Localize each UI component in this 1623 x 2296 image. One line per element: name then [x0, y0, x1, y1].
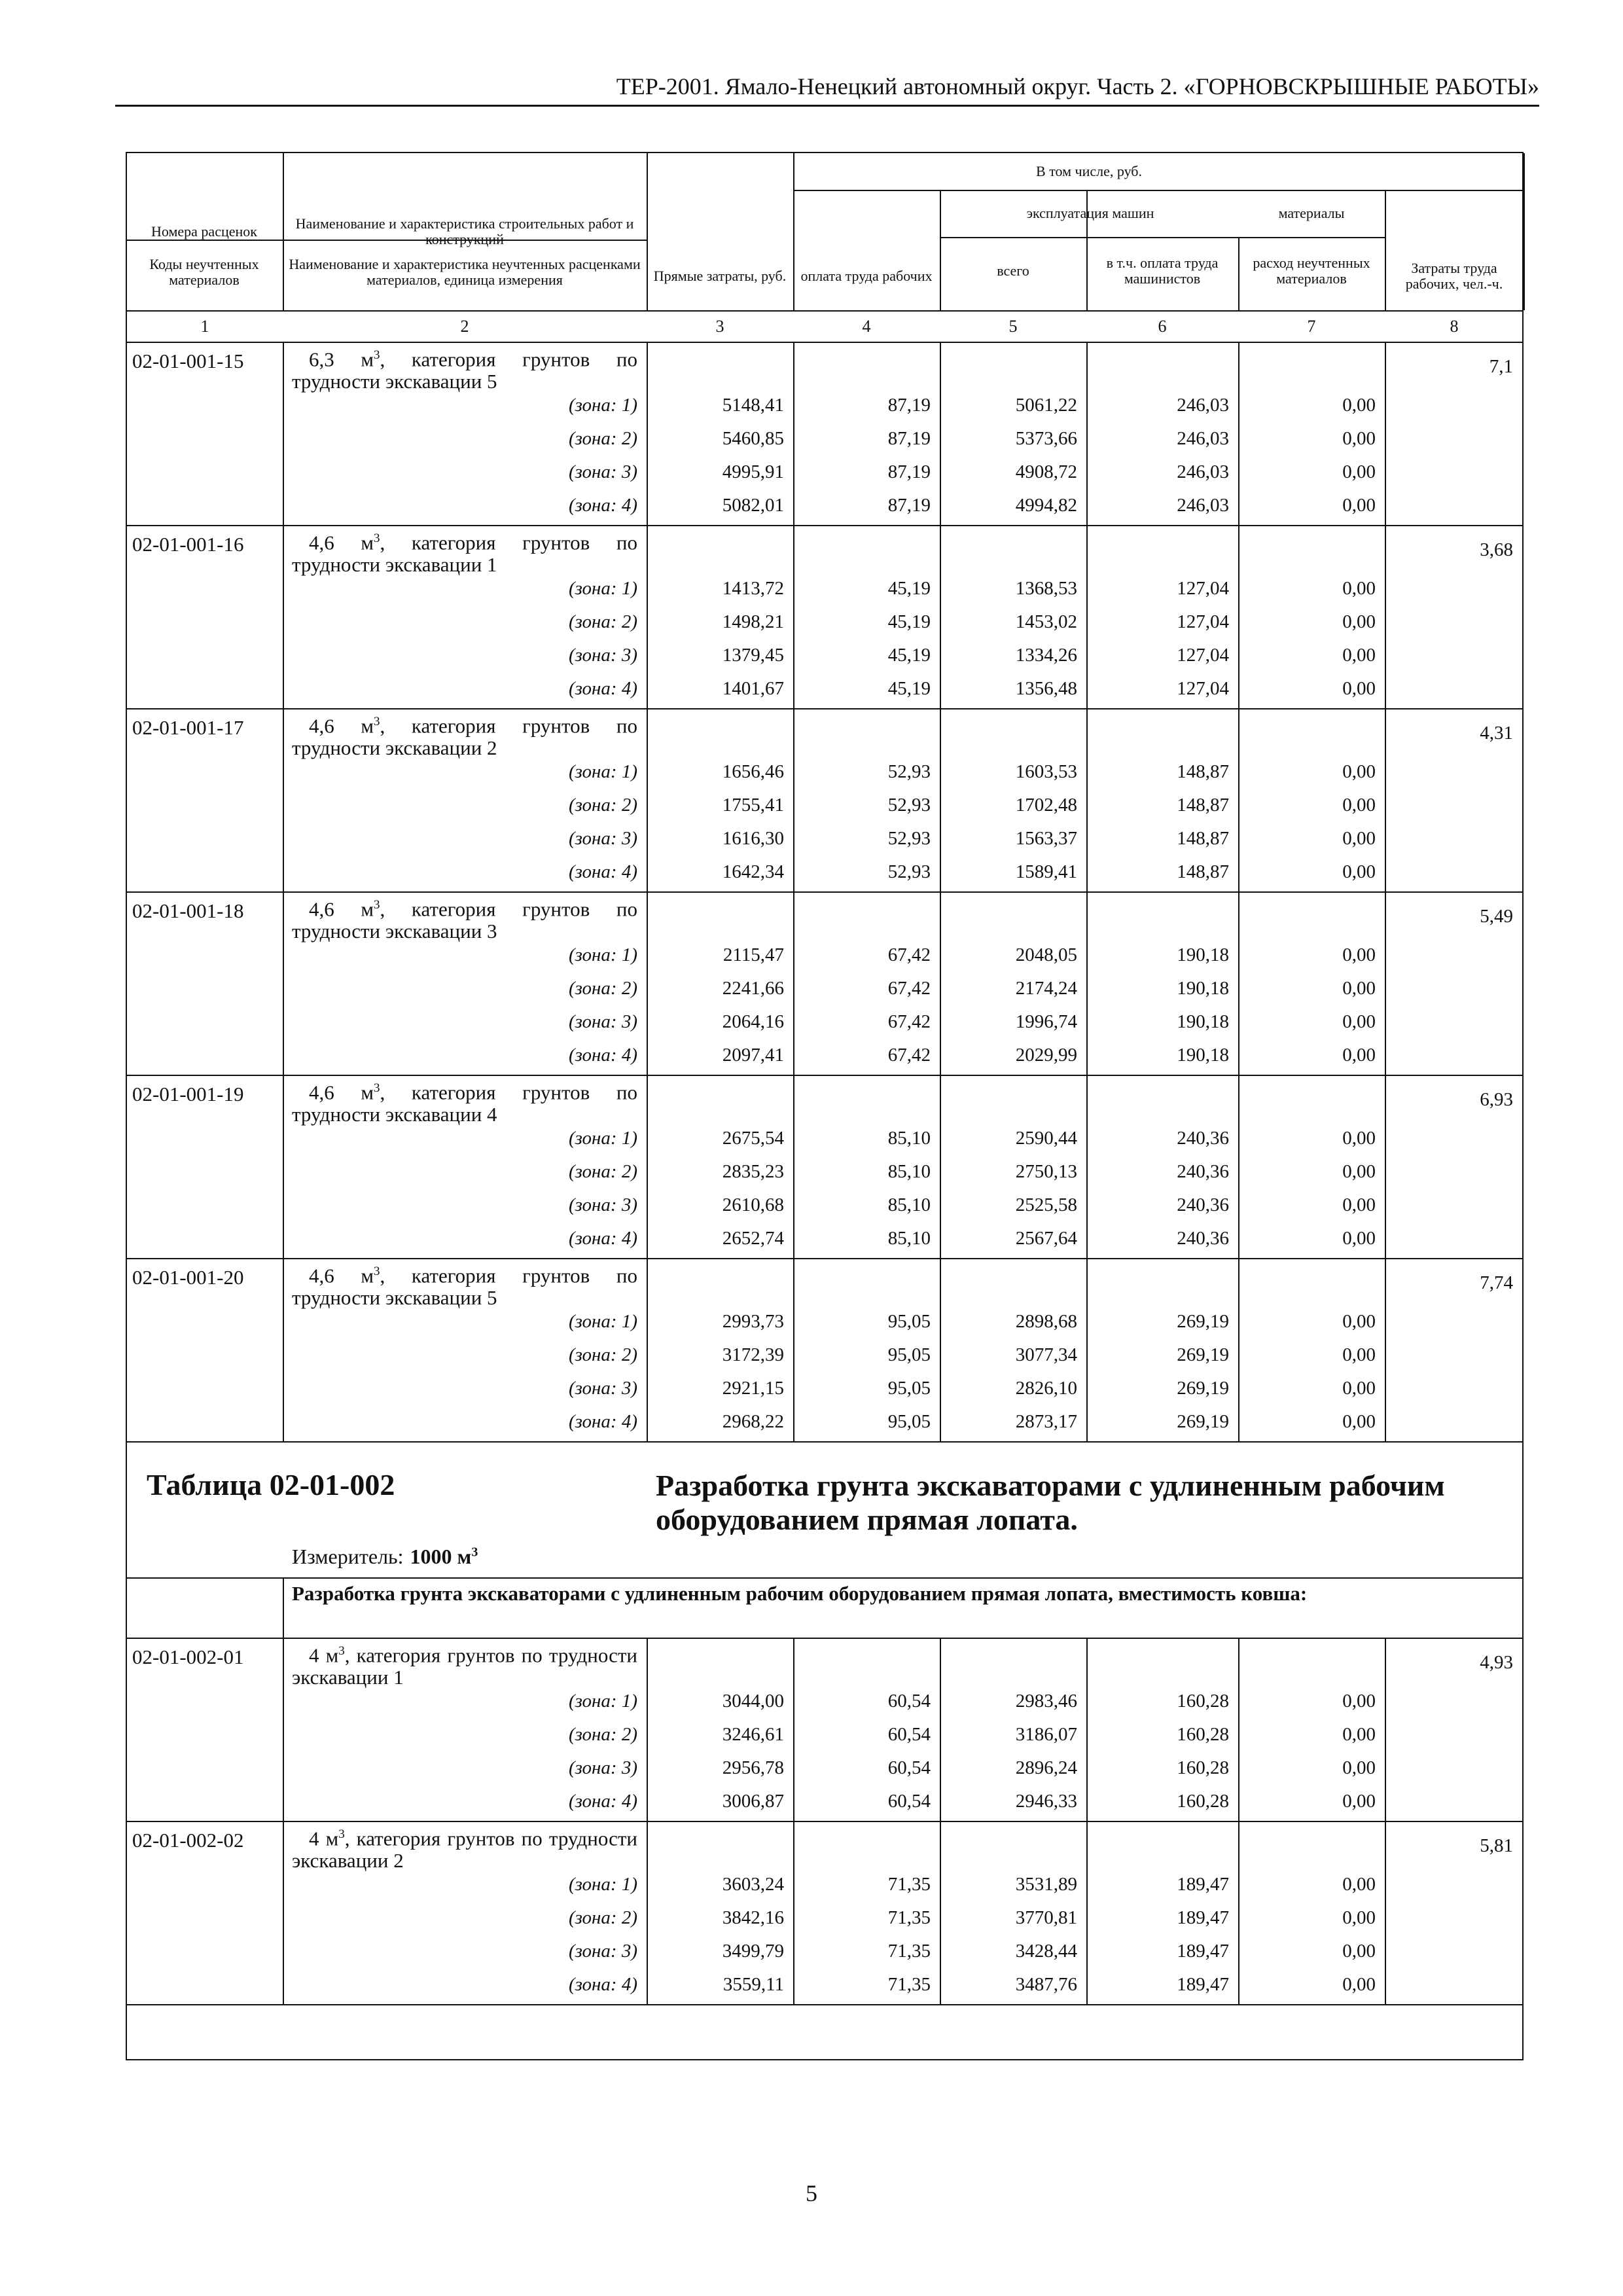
work-name-volume: 4,6 м: [309, 1081, 374, 1104]
column-number: 1: [200, 317, 209, 336]
column-number: 6: [1158, 317, 1167, 336]
zone-label: (зона: 2): [568, 978, 637, 999]
cost-value: 87,19: [887, 428, 931, 449]
cost-value: 2921,15: [722, 1378, 784, 1399]
cost-value: 0,00: [1342, 495, 1376, 516]
rule-line: [127, 342, 1522, 343]
col2-caption-top: Наименование и характеристика строительных работ и конструкций: [295, 215, 634, 247]
cost-value: 52,93: [887, 761, 931, 782]
rate-code: 02-01-001-17: [132, 716, 244, 739]
cost-value: 95,05: [887, 1344, 931, 1365]
table-title: Разработка грунта экскаваторами с удлиненным рабочим оборудованием прямая лопата.: [656, 1469, 1445, 1536]
cost-value: 127,04: [1177, 678, 1229, 699]
cost-value: 1755,41: [722, 795, 784, 816]
cubic-superscript: 3: [338, 1827, 345, 1841]
column-divider: [1385, 190, 1386, 310]
cost-value: 269,19: [1177, 1311, 1229, 1332]
cost-value: 1401,67: [722, 678, 784, 699]
cost-value: 127,04: [1177, 645, 1229, 666]
work-name-category: , категория грунтов по трудности экскавации 3: [292, 897, 637, 943]
work-name-category: , категория грунтов по трудности экскавации 4: [292, 1081, 637, 1126]
cost-value: 95,05: [887, 1411, 931, 1432]
rule-line: [127, 2004, 1522, 2005]
cost-value: 1603,53: [1015, 761, 1077, 782]
zone-label: (зона: 3): [568, 1194, 637, 1215]
cost-value: 71,35: [887, 1907, 931, 1928]
cost-value: 269,19: [1177, 1344, 1229, 1365]
cost-value: 246,03: [1177, 461, 1229, 482]
rate-code: 02-01-002-01: [132, 1645, 244, 1668]
cost-value: 87,19: [887, 461, 931, 482]
cost-value: 4995,91: [722, 461, 784, 482]
cost-value: 3077,34: [1015, 1344, 1077, 1365]
cost-value: 0,00: [1342, 1874, 1376, 1895]
cost-value: 2983,46: [1015, 1691, 1077, 1712]
cost-value: 60,54: [887, 1691, 931, 1712]
cost-value: 0,00: [1342, 1228, 1376, 1249]
work-name-volume: 4,6 м: [309, 1264, 374, 1287]
measure-value: 1000 м: [410, 1545, 472, 1568]
cost-value: 1498,21: [722, 611, 784, 632]
work-name-volume: 4 м: [309, 1827, 339, 1850]
cost-value: 0,00: [1342, 1974, 1376, 1995]
work-name-category: , категория грунтов по трудности экскавации 1: [292, 1643, 637, 1689]
rule-line: [127, 1075, 1522, 1076]
zone-label: (зона: 3): [568, 645, 637, 666]
cost-value: 189,47: [1177, 1907, 1229, 1928]
rule-line: [127, 240, 647, 241]
cost-value: 0,00: [1342, 1907, 1376, 1928]
column-divider: [1086, 190, 1088, 310]
zone-label: (зона: 4): [568, 678, 637, 699]
cost-value: 190,18: [1177, 1011, 1229, 1032]
cost-value: 3487,76: [1015, 1974, 1077, 1995]
cost-value: 67,42: [887, 1045, 931, 1066]
cost-value: 1356,48: [1015, 678, 1077, 699]
rule-line: [127, 708, 1522, 709]
zone-label: (зона: 1): [568, 1874, 637, 1895]
cost-value: 2525,58: [1015, 1194, 1077, 1215]
cost-value: 2896,24: [1015, 1757, 1077, 1778]
cost-value: 2956,78: [722, 1757, 784, 1778]
cost-value: 0,00: [1342, 1011, 1376, 1032]
cost-value: 2567,64: [1015, 1228, 1077, 1249]
cost-value: 190,18: [1177, 978, 1229, 999]
labor-cost: 6,93: [1480, 1089, 1513, 1110]
zone-label: (зона: 3): [568, 1941, 637, 1962]
cost-value: 2174,24: [1015, 978, 1077, 999]
zone-label: (зона: 1): [568, 1128, 637, 1149]
cost-value: 269,19: [1177, 1411, 1229, 1432]
cost-value: 45,19: [887, 678, 931, 699]
cost-value: 2652,74: [722, 1228, 784, 1249]
cost-value: 2835,23: [722, 1161, 784, 1182]
cost-value: 2826,10: [1015, 1378, 1077, 1399]
column-divider: [940, 190, 941, 310]
cubic-superscript: 3: [373, 1265, 380, 1278]
zone-label: (зона: 2): [568, 1344, 637, 1365]
cost-value: 0,00: [1342, 678, 1376, 699]
zone-label: (зона: 4): [568, 1791, 637, 1812]
cost-value: 0,00: [1342, 828, 1376, 849]
cost-value: 60,54: [887, 1724, 931, 1745]
column-divider: [647, 153, 648, 310]
cost-value: 127,04: [1177, 611, 1229, 632]
cost-value: 0,00: [1342, 795, 1376, 816]
zone-label: (зона: 1): [568, 1691, 637, 1712]
cost-value: 3559,11: [722, 1974, 784, 1995]
cost-value: 71,35: [887, 1941, 931, 1962]
work-name: [292, 711, 637, 759]
zone-label: (зона: 4): [568, 1411, 637, 1432]
work-name: [292, 1640, 637, 1689]
cost-value: 1616,30: [722, 828, 784, 849]
cost-value: 3044,00: [722, 1691, 784, 1712]
cost-value: 95,05: [887, 1311, 931, 1332]
cost-value: 95,05: [887, 1378, 931, 1399]
col4-caption: оплата труда рабочих: [800, 268, 933, 284]
cost-value: 0,00: [1342, 1791, 1376, 1812]
rate-code: 02-01-001-16: [132, 533, 244, 556]
cost-value: 3531,89: [1015, 1874, 1077, 1895]
cost-value: 3186,07: [1015, 1724, 1077, 1745]
cost-value: 2675,54: [722, 1128, 784, 1149]
cost-value: 2750,13: [1015, 1161, 1077, 1182]
cost-value: 0,00: [1342, 428, 1376, 449]
cubic-superscript: 3: [373, 531, 380, 545]
cost-value: 3246,61: [722, 1724, 784, 1745]
cost-value: 0,00: [1342, 1691, 1376, 1712]
cost-value: 189,47: [1177, 1974, 1229, 1995]
cost-value: 246,03: [1177, 395, 1229, 416]
zone-label: (зона: 1): [568, 944, 637, 965]
zone-label: (зона: 3): [568, 1757, 637, 1778]
rule-line: [127, 1258, 1522, 1259]
labor-cost: 7,74: [1480, 1272, 1513, 1293]
rate-code: 02-01-002-02: [132, 1829, 244, 1852]
column-number: 3: [715, 317, 724, 336]
cost-value: 0,00: [1342, 1757, 1376, 1778]
zone-label: (зона: 4): [568, 1228, 637, 1249]
rule-line: [127, 1441, 1522, 1443]
cubic-superscript: 3: [373, 348, 380, 362]
cost-value: 190,18: [1177, 1045, 1229, 1066]
work-name: [292, 1823, 637, 1872]
cost-value: 0,00: [1342, 645, 1376, 666]
cost-value: 2590,44: [1015, 1128, 1077, 1149]
cost-value: 148,87: [1177, 828, 1229, 849]
running-header: ТЕР-2001. Ямало-Ненецкий автономный округ. Часть 2. «ГОРНОВСКРЫШНЫЕ РАБОТЫ»: [115, 68, 1539, 107]
cost-value: 85,10: [887, 1128, 931, 1149]
cost-value: 189,47: [1177, 1941, 1229, 1962]
table-label: Таблица 02-01-002: [147, 1468, 395, 1501]
rule-line: [127, 1821, 1522, 1822]
cost-value: 240,36: [1177, 1228, 1229, 1249]
col3-caption: Прямые затраты, руб.: [653, 268, 787, 284]
cost-value: 85,10: [887, 1161, 931, 1182]
rate-code: 02-01-001-20: [132, 1266, 244, 1289]
section-heading: Разработка грунта экскаваторами с удлиненным рабочим оборудованием прямая лопата, вместимость ковша:: [292, 1582, 1308, 1605]
cost-value: 5082,01: [722, 495, 784, 516]
zone-label: (зона: 2): [568, 611, 637, 632]
cost-value: 0,00: [1342, 1045, 1376, 1066]
zone-label: (зона: 1): [568, 761, 637, 782]
col8-caption: Затраты труда рабочих, чел.-ч.: [1405, 260, 1503, 292]
cubic-superscript: 3: [373, 715, 380, 728]
cost-value: 52,93: [887, 861, 931, 882]
cost-value: 0,00: [1342, 611, 1376, 632]
cost-value: 240,36: [1177, 1194, 1229, 1215]
cost-value: 2946,33: [1015, 1791, 1077, 1812]
zone-label: (зона: 2): [568, 795, 637, 816]
cost-value: 71,35: [887, 1874, 931, 1895]
cost-value: 0,00: [1342, 1941, 1376, 1962]
zone-label: (зона: 1): [568, 578, 637, 599]
cost-value: 0,00: [1342, 1724, 1376, 1745]
group-caption: В том числе, руб.: [1036, 163, 1142, 179]
cost-value: 85,10: [887, 1194, 931, 1215]
cost-value: 3603,24: [722, 1874, 784, 1895]
cost-value: 45,19: [887, 578, 931, 599]
cost-value: 0,00: [1342, 395, 1376, 416]
cubic-superscript: 3: [471, 1545, 478, 1560]
work-name-category: , категория грунтов по трудности экскавации 5: [292, 1264, 637, 1310]
rate-code: 02-01-001-18: [132, 899, 244, 922]
cost-value: 5148,41: [722, 395, 784, 416]
zone-label: (зона: 2): [568, 1724, 637, 1745]
cost-value: 0,00: [1342, 761, 1376, 782]
cost-value: 1413,72: [722, 578, 784, 599]
cost-value: 1368,53: [1015, 578, 1077, 599]
zone-label: (зона: 3): [568, 1378, 637, 1399]
cost-value: 1656,46: [722, 761, 784, 782]
cost-value: 4994,82: [1015, 495, 1077, 516]
column-divider: [1238, 237, 1240, 310]
zone-label: (зона: 2): [568, 1161, 637, 1182]
labor-cost: 4,31: [1480, 723, 1513, 744]
cost-value: 0,00: [1342, 578, 1376, 599]
zone-label: (зона: 4): [568, 861, 637, 882]
work-name-category: , категория грунтов по трудности экскавации 2: [292, 714, 637, 760]
work-name: [292, 528, 637, 576]
cost-value: 1563,37: [1015, 828, 1077, 849]
rate-table: [126, 152, 1524, 2060]
cost-value: 67,42: [887, 944, 931, 965]
rule-line: [127, 1577, 1522, 1579]
labor-cost: 4,93: [1480, 1652, 1513, 1673]
cost-value: 2097,41: [722, 1045, 784, 1066]
cost-value: 3172,39: [722, 1344, 784, 1365]
work-name-volume: 4,6 м: [309, 897, 374, 921]
work-name: [292, 1077, 637, 1126]
column-number: 8: [1450, 317, 1459, 336]
cost-value: 0,00: [1342, 861, 1376, 882]
cost-value: 148,87: [1177, 795, 1229, 816]
cost-value: 0,00: [1342, 944, 1376, 965]
zone-label: (зона: 4): [568, 1045, 637, 1066]
cost-value: 1453,02: [1015, 611, 1077, 632]
cost-value: 2968,22: [722, 1411, 784, 1432]
cost-value: 60,54: [887, 1791, 931, 1812]
cost-value: 5061,22: [1015, 395, 1077, 416]
zone-label: (зона: 4): [568, 1974, 637, 1995]
cost-value: 2993,73: [722, 1311, 784, 1332]
cost-value: 0,00: [1342, 1194, 1376, 1215]
cost-value: 0,00: [1342, 1311, 1376, 1332]
cost-value: 52,93: [887, 795, 931, 816]
cost-value: 2029,99: [1015, 1045, 1077, 1066]
cost-value: 3428,44: [1015, 1941, 1077, 1962]
cost-value: 2064,16: [722, 1011, 784, 1032]
zone-label: (зона: 3): [568, 828, 637, 849]
cost-value: 0,00: [1342, 1128, 1376, 1149]
rule-line: [127, 525, 1522, 526]
zone-label: (зона: 4): [568, 495, 637, 516]
column-divider: [283, 153, 284, 310]
zone-label: (зона: 2): [568, 428, 637, 449]
zone-label: (зона: 1): [568, 395, 637, 416]
cost-value: 127,04: [1177, 578, 1229, 599]
work-name: [292, 894, 637, 942]
cost-value: 0,00: [1342, 1161, 1376, 1182]
col1-caption-top: Номера расценок: [151, 223, 257, 240]
cost-value: 0,00: [1342, 1344, 1376, 1365]
work-name-volume: 4 м: [309, 1643, 339, 1667]
col1-caption-bottom: Коды неучтенных материалов: [149, 256, 259, 288]
cost-value: 85,10: [887, 1228, 931, 1249]
cost-value: 60,54: [887, 1757, 931, 1778]
rule-line: [793, 190, 1524, 191]
cost-value: 160,28: [1177, 1691, 1229, 1712]
measure-unit: [292, 1545, 478, 1569]
cost-value: 1642,34: [722, 861, 784, 882]
work-name: [292, 1261, 637, 1309]
cost-value: 4908,72: [1015, 461, 1077, 482]
cost-value: 2241,66: [722, 978, 784, 999]
cost-value: 190,18: [1177, 944, 1229, 965]
work-name-volume: 4,6 м: [309, 531, 374, 554]
cost-value: 148,87: [1177, 761, 1229, 782]
work-name-volume: 4,6 м: [309, 714, 374, 738]
cost-value: 52,93: [887, 828, 931, 849]
cost-value: 0,00: [1342, 1378, 1376, 1399]
cost-value: 0,00: [1342, 978, 1376, 999]
page-number: 5: [806, 2180, 817, 2206]
cost-value: 246,03: [1177, 428, 1229, 449]
column-divider: [1524, 153, 1525, 310]
cubic-superscript: 3: [373, 1081, 380, 1095]
cost-value: 5460,85: [722, 428, 784, 449]
cost-value: 2610,68: [722, 1194, 784, 1215]
column-number: 7: [1307, 317, 1316, 336]
work-name-volume: 6,3 м: [309, 348, 374, 371]
column-number: 5: [1008, 317, 1018, 336]
col7-caption: расход неучтенных материалов: [1253, 255, 1370, 287]
cost-value: 2898,68: [1015, 1311, 1077, 1332]
cost-value: 1334,26: [1015, 645, 1077, 666]
cost-value: 71,35: [887, 1974, 931, 1995]
cost-value: 246,03: [1177, 495, 1229, 516]
column-divider: [283, 1577, 284, 1638]
cost-value: 87,19: [887, 395, 931, 416]
zone-label: (зона: 3): [568, 461, 637, 482]
cost-value: 160,28: [1177, 1724, 1229, 1745]
work-name-category: , категория грунтов по трудности экскавации 1: [292, 531, 637, 577]
cost-value: 160,28: [1177, 1757, 1229, 1778]
cost-value: 2873,17: [1015, 1411, 1077, 1432]
cost-value: 1589,41: [1015, 861, 1077, 882]
cost-value: 45,19: [887, 611, 931, 632]
cost-value: 67,42: [887, 978, 931, 999]
cost-value: 1702,48: [1015, 795, 1077, 816]
cost-value: 45,19: [887, 645, 931, 666]
cost-value: 0,00: [1342, 461, 1376, 482]
column-number: 4: [862, 317, 871, 336]
rate-code: 02-01-001-15: [132, 350, 244, 372]
cost-value: 0,00: [1342, 1411, 1376, 1432]
cost-value: 5373,66: [1015, 428, 1077, 449]
cost-value: 1379,45: [722, 645, 784, 666]
zone-label: (зона: 1): [568, 1311, 637, 1332]
labor-cost: 3,68: [1480, 539, 1513, 560]
labor-cost: 5,81: [1480, 1835, 1513, 1856]
cubic-superscript: 3: [373, 898, 380, 912]
column-number: 2: [460, 317, 469, 336]
col6-caption: в т.ч. оплата труда машинистов: [1106, 255, 1219, 287]
labor-cost: 7,1: [1489, 356, 1513, 377]
rule-line: [127, 1638, 1522, 1639]
cost-value: 2115,47: [722, 944, 784, 965]
labor-cost: 5,49: [1480, 906, 1513, 927]
work-name-category: , категория грунтов по трудности экскавации 2: [292, 1827, 637, 1873]
cost-value: 2048,05: [1015, 944, 1077, 965]
cost-value: 3006,87: [722, 1791, 784, 1812]
work-name-category: , категория грунтов по трудности экскавации 5: [292, 348, 637, 393]
cost-value: 240,36: [1177, 1161, 1229, 1182]
cost-value: 1996,74: [1015, 1011, 1077, 1032]
rule-line: [940, 237, 1385, 238]
cost-value: 3842,16: [722, 1907, 784, 1928]
cost-value: 189,47: [1177, 1874, 1229, 1895]
col2-caption-bottom: Наименование и характеристика неучтенных расценками материалов, единица измерения: [289, 256, 641, 288]
cost-value: 269,19: [1177, 1378, 1229, 1399]
column-divider: [793, 153, 794, 310]
cubic-superscript: 3: [338, 1644, 345, 1658]
cost-value: 240,36: [1177, 1128, 1229, 1149]
zone-label: (зона: 3): [568, 1011, 637, 1032]
materials-caption: материалы: [1278, 205, 1345, 221]
cost-value: 148,87: [1177, 861, 1229, 882]
cost-value: 87,19: [887, 495, 931, 516]
cost-value: 160,28: [1177, 1791, 1229, 1812]
work-name: [292, 344, 637, 393]
rate-code: 02-01-001-19: [132, 1083, 244, 1105]
machines-caption: эксплуатация машин: [1026, 205, 1154, 221]
cost-value: 67,42: [887, 1011, 931, 1032]
measure-label: Измеритель:: [292, 1545, 404, 1568]
rule-line: [127, 891, 1522, 893]
cost-value: 3770,81: [1015, 1907, 1077, 1928]
col5-caption: всего: [997, 262, 1029, 279]
cost-value: 3499,79: [722, 1941, 784, 1962]
zone-label: (зона: 2): [568, 1907, 637, 1928]
